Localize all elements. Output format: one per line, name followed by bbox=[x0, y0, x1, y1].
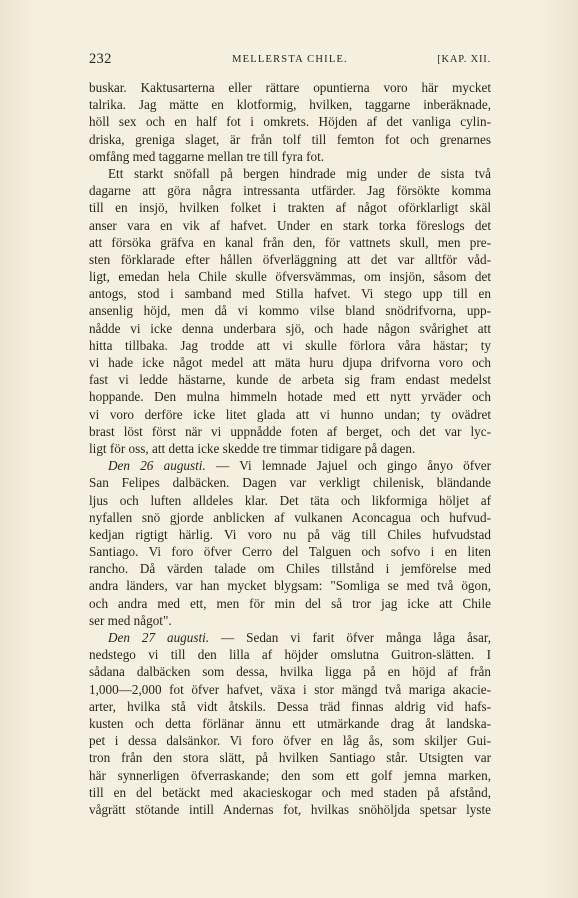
text-line: fast vi ledde hästarne, kunde de arbeta sig fram endast medelst bbox=[89, 372, 491, 388]
text-line: till en del betäckt med akacieskogar och med staden på afstånd, bbox=[89, 784, 491, 800]
text-line: kedjan rigtigt härlig. Vi voro nu på väg till Chiles hufvudstad bbox=[89, 526, 491, 542]
text-line: Santiago. Vi foro öfver Cerro del Talguen och sofvo i en liten bbox=[89, 544, 491, 560]
page-header bbox=[89, 51, 491, 71]
text-line: anser vara en vik af hafvet. Under en stark torka föreslogs det bbox=[89, 217, 491, 233]
running-title: MELLERSTA CHILE. bbox=[232, 54, 348, 65]
text-line: vi hade icke något medel att mäta huru djupa drifvorna voro och bbox=[89, 355, 491, 370]
line-text: — Sedan vi farit öfver många låga åsar, bbox=[209, 630, 491, 645]
text-line: kusten och detta förlänar ännu ett utmärkande drag åt landska- bbox=[89, 715, 491, 731]
text-line: nyfallen snö gjorde anblicken af vulkanen Aconcagua och hufvud- bbox=[89, 509, 491, 525]
text-line: 1,000—2,000 fot öfver hafvet, växa i stor mängd två mariga akacie- bbox=[89, 681, 491, 697]
text-line: ansenlig höjd, men då vi kommo vilse bland snödrifvorna, upp- bbox=[89, 303, 491, 319]
text-line: här synnerligen öfverraskande; den som ett golf jemna marken, bbox=[89, 767, 491, 783]
text-line: höll sex och en half fot i omkrets. Höjden af det vanliga cylin- bbox=[89, 114, 491, 130]
text-line: arter, hvilka stå vidt åtskils. Dessa träd finnas aldrig vid hafs- bbox=[89, 698, 491, 714]
text-line: dagarne att göra några intressanta utfärder. Jag försökte komma bbox=[89, 183, 491, 199]
text-line: ligt, emedan hela Chile skulle öfversvämmas, om insjön, såsom det bbox=[89, 269, 491, 285]
chapter-reference: [KAP. XII. bbox=[437, 54, 491, 65]
text-line: ligt för oss, att detta icke skedde tre timmar tidigare på dagen. bbox=[89, 440, 416, 456]
text-line: ser med något". bbox=[89, 612, 172, 628]
date-heading: Den 27 augusti. bbox=[108, 630, 210, 645]
text-line: och andra med ett, men för min del så tror jag icke att Chile bbox=[89, 595, 491, 611]
text-line: San Felipes dalbäcken. Dagen var verkligt chilenisk, bländande bbox=[89, 475, 491, 491]
text-line: vi voro derföre icke litet glada att vi hunno undan; ty ovädret bbox=[89, 406, 491, 422]
body-text bbox=[89, 79, 491, 818]
text-line: nådde vi icke denna underbara sjö, och hade någon svårighet att bbox=[89, 320, 491, 336]
text-line: nedstego vi till den lilla af höjder omslutna Guitron-slätten. I bbox=[89, 647, 491, 663]
text-line: driska, greniga slaget, är från tolf till femton fot och grenarnes bbox=[89, 131, 491, 147]
date-heading: Den 26 augusti. bbox=[108, 458, 206, 474]
text-line: buskar. Kaktusarterna eller rättare opuntierna voro här mycket bbox=[89, 80, 491, 95]
text-line: talrika. Jag mätte en klotformig, hvilken, taggarne inberäknade, bbox=[89, 97, 491, 113]
text-line: rancho. Då värden talade om Chiles tillstånd i jemförelse med bbox=[89, 561, 491, 577]
line-text: — Vi lemnade Jajuel och gingo ånyo öfver bbox=[205, 458, 491, 474]
paragraph-start-line: Ett starkt snöfall på bergen hindrade mig under de sista två bbox=[108, 165, 491, 181]
text-line: hitta tillbaka. Jag trodde att vi skulle förlora våra hästar; ty bbox=[89, 337, 491, 353]
text-line: tron från den stora slätt, på hvilken Santiago står. Utsigten var bbox=[89, 750, 491, 766]
page-number: 232 bbox=[89, 51, 112, 67]
text-line: hoppande. Den mulna himmeln hotade med ett nytt yrväder och bbox=[89, 389, 491, 405]
text-line: sådana dalbäcken som dessa, hvilka ligga på en höjd af från bbox=[89, 664, 491, 680]
text-line: pet i dessa dalsänkor. Vi foro öfver en låg ås, som skiljer Gui- bbox=[89, 733, 491, 749]
text-line: till en insjö, hvilken folket i trakten af något oförklarligt skäl bbox=[89, 200, 491, 216]
text-line: vågrätt stötande intill Andernas fot, hvilkas snöhöljda spetsar lyste bbox=[89, 801, 491, 817]
text-line: sten förklarade efter hållen öfverläggning att det var alltför våd- bbox=[89, 251, 491, 267]
paragraph-start-line bbox=[89, 457, 491, 474]
text-line: antogs, stod i samband med Stilla hafvet. Vi stego upp till en bbox=[89, 286, 491, 302]
text-line: brast löst först när vi uppnådde foten af berget, och det var lyc- bbox=[89, 423, 491, 439]
paragraph-start-line bbox=[89, 629, 491, 646]
text-line: andra länders, var han mycket blygsam: "Somliga se med två ögon, bbox=[89, 578, 491, 594]
text-line: att försöka gräfva en kanal från den, för vattnets skull, men pre- bbox=[89, 234, 491, 250]
text-line: ljus och luften alldeles klar. Det täta och likformiga höljet af bbox=[89, 492, 491, 508]
text-line: omfång med taggarne mellan tre till fyra fot. bbox=[89, 148, 325, 164]
